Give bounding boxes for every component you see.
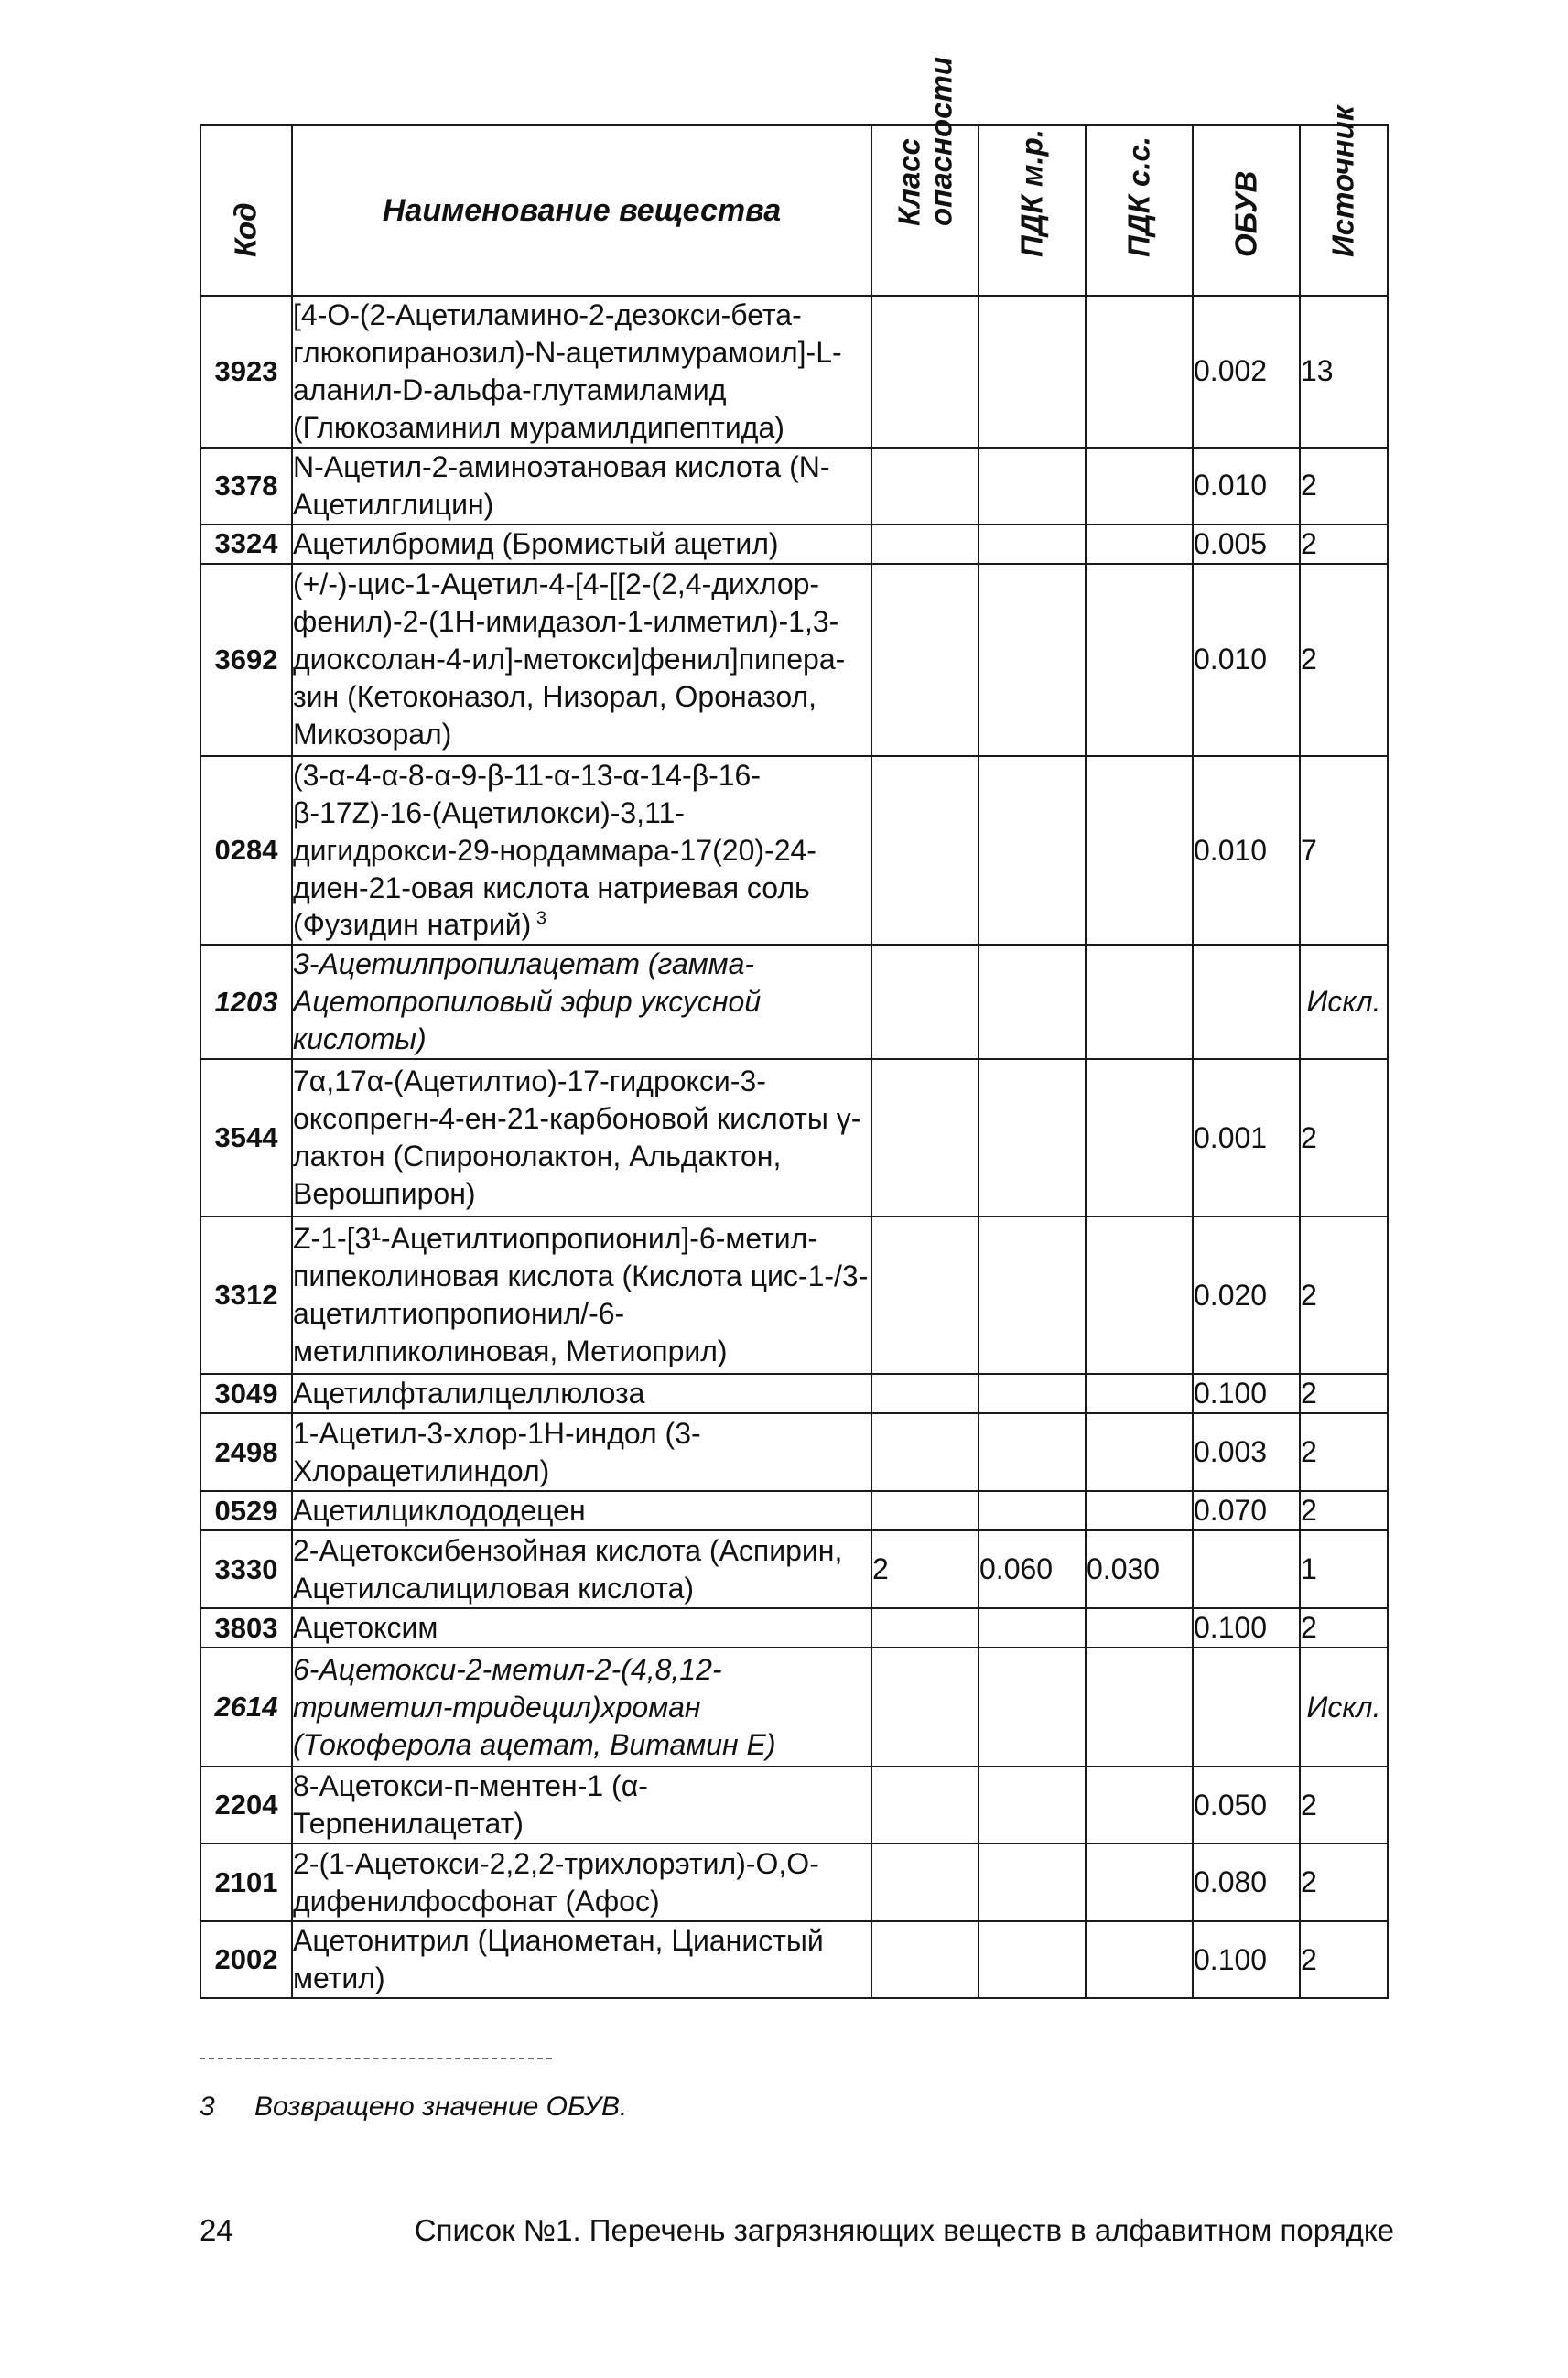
- cell-code: 3923: [200, 296, 292, 448]
- cell-name: N-Ацетил-2-аминоэтановая кислота (N-Ацетилглицин): [292, 448, 871, 524]
- cell-code: 3692: [200, 564, 292, 756]
- cell-source: 2: [1300, 448, 1388, 524]
- cell-obuv: 0.005: [1193, 524, 1300, 564]
- cell-pdk-mr: [979, 296, 1086, 448]
- cell-name: Ацетилфталилцеллюлоза: [292, 1374, 871, 1413]
- cell-code: 1203: [200, 945, 292, 1059]
- cell-hazard-class: 2: [871, 1530, 979, 1608]
- cell-pdk-ss: [1086, 945, 1193, 1059]
- cell-pdk-ss: [1086, 756, 1193, 946]
- cell-obuv: 0.010: [1193, 756, 1300, 946]
- cell-source: 1: [1300, 1530, 1388, 1608]
- cell-source: Искл.: [1300, 945, 1388, 1059]
- table-row: [200, 1530, 1388, 1608]
- cell-source: 2: [1300, 1374, 1388, 1413]
- cell-code: 2614: [200, 1648, 292, 1767]
- cell-code: 2002: [200, 1921, 292, 1998]
- table-row: [200, 1921, 1388, 1998]
- cell-pdk-ss: [1086, 1374, 1193, 1413]
- cell-hazard-class: [871, 756, 979, 946]
- cell-obuv: [1193, 1648, 1300, 1767]
- footnote-number: 3: [200, 2092, 215, 2122]
- cell-obuv: 0.080: [1193, 1843, 1300, 1921]
- cell-pdk-mr: [979, 1059, 1086, 1216]
- cell-hazard-class: [871, 1767, 979, 1843]
- cell-source: 2: [1300, 1767, 1388, 1843]
- cell-pdk-mr: [979, 1648, 1086, 1767]
- table-row: [200, 564, 1388, 756]
- cell-code: 3544: [200, 1059, 292, 1216]
- cell-source: 2: [1300, 1921, 1388, 1998]
- cell-hazard-class: [871, 1608, 979, 1648]
- table-row: [200, 1648, 1388, 1767]
- cell-source: 2: [1300, 1059, 1388, 1216]
- cell-code: 3049: [200, 1374, 292, 1413]
- cell-pdk-mr: [979, 1767, 1086, 1843]
- cell-obuv: 0.050: [1193, 1767, 1300, 1843]
- cell-name: (+/-)-цис-1-Ацетил-4-[4-[[2-(2,4-дихлор-фенил)-2-(1Н-имидазол-1-илметил)-1,3-диоксолан-4-ил]-метокси]фенил]пипера-зин (Кетоконазол, Низорал, Ороназол, Микозорал): [292, 564, 871, 756]
- cell-name: 6-Ацетокси-2-метил-2-(4,8,12-триметил-тридецил)хроман (Токоферола ацетат, Витамин Е): [292, 1648, 871, 1767]
- cell-obuv: 0.100: [1193, 1374, 1300, 1413]
- cell-code: 2204: [200, 1767, 292, 1843]
- cell-pdk-mr: [979, 1921, 1086, 1998]
- cell-pdk-ss: [1086, 1648, 1193, 1767]
- table-row: [200, 1608, 1388, 1648]
- cell-obuv: [1193, 1530, 1300, 1608]
- footnote-marker: 3: [531, 908, 546, 929]
- header-name: Наименование вещества: [292, 125, 871, 296]
- table-row: [200, 524, 1388, 564]
- cell-source: 2: [1300, 1413, 1388, 1491]
- cell-source: 2: [1300, 1843, 1388, 1921]
- cell-hazard-class: [871, 1491, 979, 1530]
- cell-name: [4-О-(2-Ацетиламино-2-дезокси-бета-глюкопиранозил)-N-ацетилмурамоил]-L-аланил-D-альфа-глутамиламид (Глюкозаминил мурамилдипептида): [292, 296, 871, 448]
- cell-obuv: 0.001: [1193, 1059, 1300, 1216]
- cell-obuv: [1193, 945, 1300, 1059]
- cell-pdk-mr: [979, 524, 1086, 564]
- substances-table: [200, 56, 1389, 1999]
- cell-hazard-class: [871, 1921, 979, 1998]
- cell-source: 2: [1300, 1491, 1388, 1530]
- cell-source: 2: [1300, 524, 1388, 564]
- table-row: [200, 1491, 1388, 1530]
- cell-pdk-ss: [1086, 1921, 1193, 1998]
- cell-name: Z-1-[3¹-Ацетилтиопропионил]-6-метил-пипеколиновая кислота (Кислота цис-1-/3-ацетилтиопропионил/-6-метилпиколиновая, Метиоприл): [292, 1216, 871, 1374]
- cell-pdk-mr: [979, 448, 1086, 524]
- cell-code: 2498: [200, 1413, 292, 1491]
- table-row: [200, 945, 1388, 1059]
- header-obuv: ОБУВ: [1193, 125, 1300, 296]
- cell-hazard-class: [871, 524, 979, 564]
- cell-pdk-ss: [1086, 448, 1193, 524]
- cell-pdk-ss: [1086, 1843, 1193, 1921]
- cell-pdk-mr: [979, 756, 1086, 946]
- table-row: [200, 1843, 1388, 1921]
- cell-name: 8-Ацетокси-п-ментен-1 (α-Терпенилацетат): [292, 1767, 871, 1843]
- table-row: [200, 1374, 1388, 1413]
- cell-name: 2-(1-Ацетокси-2,2,2-трихлорэтил)-О,О-дифенилфосфонат (Афос): [292, 1843, 871, 1921]
- header-pdk-ss: ПДК с.с.: [1086, 125, 1193, 296]
- cell-code: 3324: [200, 524, 292, 564]
- cell-pdk-ss: [1086, 1491, 1193, 1530]
- cell-code: 0529: [200, 1491, 292, 1530]
- header-pdk-mr: ПДК м.р.: [979, 125, 1086, 296]
- table-header-row: [200, 125, 1388, 296]
- cell-pdk-ss: [1086, 1413, 1193, 1491]
- cell-name: 3-Ацетилпропилацетат (гамма-Ацетопропиловый эфир уксусной кислоты): [292, 945, 871, 1059]
- cell-name: 7α,17α-(Ацетилтио)-17-гидрокси-3-оксопрегн-4-ен-21-карбоновой кислоты γ-лактон (Спиронолактон, Альдактон, Верошпирон): [292, 1059, 871, 1216]
- cell-code: 3312: [200, 1216, 292, 1374]
- cell-hazard-class: [871, 1374, 979, 1413]
- cell-pdk-mr: [979, 1374, 1086, 1413]
- cell-pdk-ss: [1086, 1059, 1193, 1216]
- page-number: 24: [200, 2213, 233, 2247]
- cell-hazard-class: [871, 1216, 979, 1374]
- cell-pdk-mr: 0.060: [979, 1530, 1086, 1608]
- cell-obuv: 0.002: [1193, 296, 1300, 448]
- cell-pdk-mr: [979, 1608, 1086, 1648]
- cell-pdk-mr: [979, 945, 1086, 1059]
- header-code: Код: [200, 125, 292, 296]
- cell-pdk-ss: 0.030: [1086, 1530, 1193, 1608]
- cell-pdk-mr: [979, 1843, 1086, 1921]
- footnote: [200, 2092, 627, 2123]
- cell-code: 3378: [200, 448, 292, 524]
- cell-source: 13: [1300, 296, 1388, 448]
- cell-source: Искл.: [1300, 1648, 1388, 1767]
- cell-pdk-ss: [1086, 1216, 1193, 1374]
- footnote-text: Возвращено значение ОБУВ.: [254, 2092, 628, 2122]
- table-row: [200, 1216, 1388, 1374]
- cell-hazard-class: [871, 448, 979, 524]
- table-row: [200, 448, 1388, 524]
- cell-obuv: 0.010: [1193, 564, 1300, 756]
- cell-obuv: 0.100: [1193, 1608, 1300, 1648]
- cell-code: 2101: [200, 1843, 292, 1921]
- cell-name: Ацетилциклододецен: [292, 1491, 871, 1530]
- cell-obuv: 0.100: [1193, 1921, 1300, 1998]
- cell-pdk-ss: [1086, 564, 1193, 756]
- cell-name: (3-α-4-α-8-α-9-β-11-α-13-α-14-β-16-β-17Z)-16-(Ацетилокси)-3,11-дигидрокси-29-нордаммара-17(20)-24-диен-21-овая кислота натриевая соль (Фузидин натрий) $^3$: [292, 756, 871, 946]
- table-row: [200, 1767, 1388, 1843]
- cell-source: 7: [1300, 756, 1388, 946]
- cell-name: Ацетилбромид (Бромистый ацетил): [292, 524, 871, 564]
- cell-source: 2: [1300, 564, 1388, 756]
- header-hazard-class: Класс опасности: [871, 125, 979, 296]
- cell-hazard-class: [871, 1843, 979, 1921]
- cell-obuv: 0.003: [1193, 1413, 1300, 1491]
- cell-pdk-ss: [1086, 296, 1193, 448]
- table-body: [200, 296, 1388, 1998]
- cell-name: Ацетонитрил (Цианометан, Цианистый метил): [292, 1921, 871, 1998]
- cell-name: Ацетоксим: [292, 1608, 871, 1648]
- cell-name: 1-Ацетил-3-хлор-1Н-индол (3-Хлорацетилиндол): [292, 1413, 871, 1491]
- cell-pdk-ss: [1086, 1608, 1193, 1648]
- cell-name: 2-Ацетоксибензойная кислота (Аспирин, Ацетилсалициловая кислота): [292, 1530, 871, 1608]
- cell-code: 3330: [200, 1530, 292, 1608]
- table-row: [200, 1413, 1388, 1491]
- cell-pdk-mr: [979, 1413, 1086, 1491]
- table-row: [200, 296, 1388, 448]
- cell-source: 2: [1300, 1216, 1388, 1374]
- cell-obuv: 0.010: [1193, 448, 1300, 524]
- cell-hazard-class: [871, 296, 979, 448]
- cell-pdk-ss: [1086, 524, 1193, 564]
- cell-hazard-class: [871, 1059, 979, 1216]
- cell-pdk-mr: [979, 1216, 1086, 1374]
- cell-code: 3803: [200, 1608, 292, 1648]
- running-title: Список №1. Перечень загрязняющих веществ в алфавитном порядке: [414, 2213, 1394, 2247]
- cell-hazard-class: [871, 564, 979, 756]
- cell-pdk-mr: [979, 1491, 1086, 1530]
- cell-hazard-class: [871, 945, 979, 1059]
- cell-pdk-ss: [1086, 1767, 1193, 1843]
- cell-source: 2: [1300, 1608, 1388, 1648]
- table-row: [200, 1059, 1388, 1216]
- table-row: [200, 756, 1388, 946]
- cell-obuv: 0.070: [1193, 1491, 1300, 1530]
- footnote-separator: [200, 2058, 552, 2059]
- cell-code: 0284: [200, 756, 292, 946]
- cell-hazard-class: [871, 1413, 979, 1491]
- cell-obuv: 0.020: [1193, 1216, 1300, 1374]
- header-source: Источник: [1300, 125, 1388, 296]
- cell-hazard-class: [871, 1648, 979, 1767]
- cell-pdk-mr: [979, 564, 1086, 756]
